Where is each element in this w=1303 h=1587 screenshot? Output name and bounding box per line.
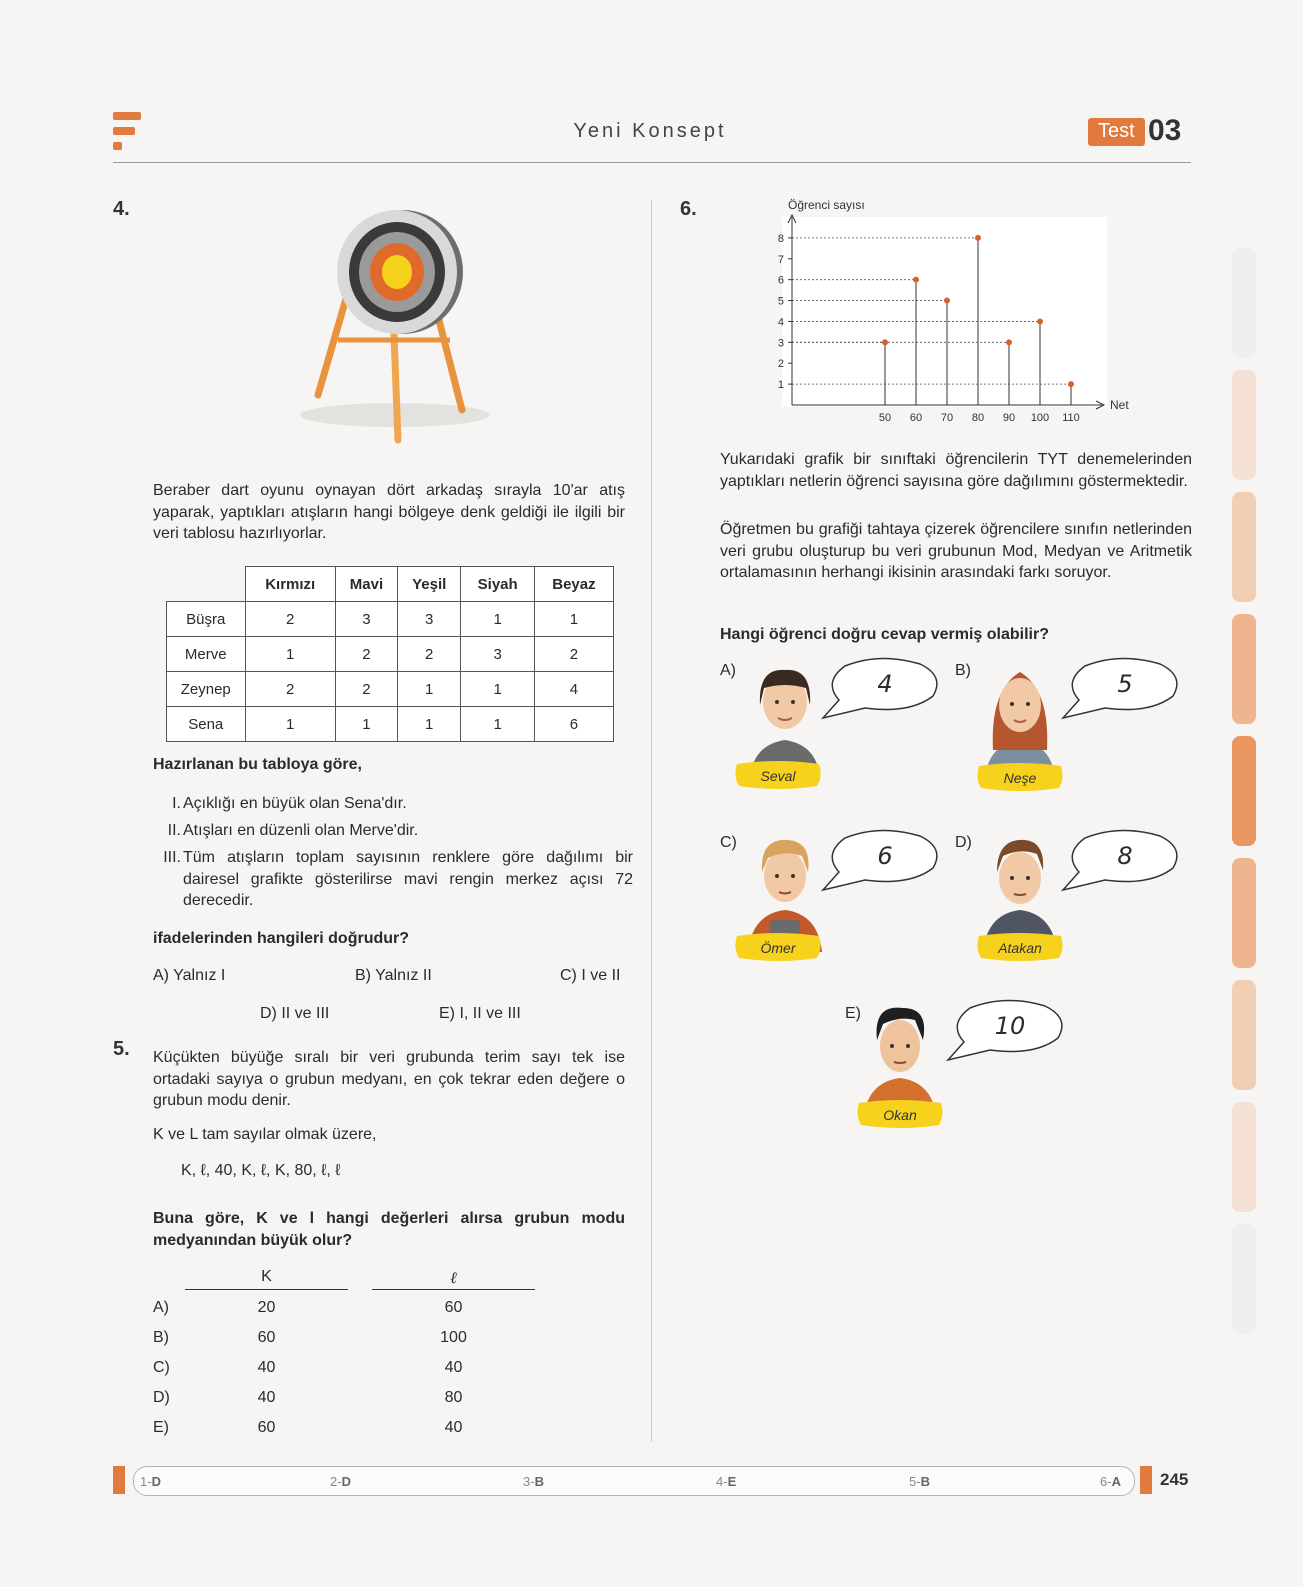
row-name: Merve: [167, 637, 246, 672]
student-name: Neşe: [1003, 770, 1037, 786]
side-tab: [1232, 492, 1256, 602]
answer-number: 1-: [140, 1474, 152, 1489]
student-option-c-label[interactable]: C): [720, 834, 737, 851]
table-cell: 2: [335, 672, 397, 707]
statement-text: Atışları en düzenli olan Merve'dir.: [183, 822, 419, 839]
answer-key-left-marker: [113, 1466, 125, 1494]
table-cell: 1: [397, 672, 460, 707]
question-6-para-1: Yukarıdaki grafik bir sınıftaki öğrencilerin TYT denemelerinden yaptıkları netlerin öğrenci sayısına göre dağılımını göstermektedir.: [720, 451, 1192, 490]
row-name: Sena: [167, 707, 246, 742]
answer-letter: E: [727, 1474, 737, 1489]
question-5-question: Buna göre, K ve l hangi değerleri alırsa grubun modu medyanından büyük olur?: [153, 1210, 625, 1249]
y-tick-label: 7: [777, 253, 784, 266]
data-point: [882, 339, 888, 345]
student-answer: 8: [1117, 842, 1133, 870]
k-value: 40: [257, 1359, 276, 1376]
answer-letter: B: [534, 1474, 544, 1489]
table-row: [167, 672, 614, 707]
answer-key-item: [716, 1474, 736, 1489]
table-row: [167, 602, 614, 637]
student-option-e-label[interactable]: E): [845, 1005, 861, 1022]
test-badge: Test: [1088, 118, 1145, 146]
answer-key-bar: [133, 1466, 1135, 1496]
l-value: 40: [444, 1419, 463, 1436]
student-option-b-label[interactable]: B): [955, 662, 971, 679]
table-cell: 2: [534, 637, 613, 672]
table-row: [167, 707, 614, 742]
table-cell: 2: [245, 602, 335, 637]
answer-row[interactable]: [153, 1359, 553, 1389]
y-tick-label: 5: [777, 295, 784, 308]
x-tick-label: 70: [940, 412, 954, 424]
k-header-rule: [185, 1289, 348, 1290]
option-c[interactable]: C) I ve II: [560, 967, 621, 984]
question-5-sequence: K, ℓ, 40, K, ℓ, K, 80, ℓ, ℓ: [181, 1162, 341, 1179]
answer-row[interactable]: [153, 1329, 553, 1359]
data-point: [1068, 381, 1074, 387]
question-4-question: ifadelerinden hangileri doğrudur?: [153, 930, 410, 947]
student-name: Seval: [760, 768, 796, 784]
data-point: [975, 235, 981, 241]
column-header: Yeşil: [397, 567, 460, 602]
x-tick-label: 110: [1062, 412, 1080, 424]
x-tick-label: 60: [909, 412, 923, 424]
dart-score-table: [166, 566, 614, 742]
answer-key-item: [140, 1474, 161, 1489]
k-column-header: K: [261, 1268, 272, 1285]
y-tick-label: 3: [777, 337, 784, 350]
row-name: Zeynep: [167, 672, 246, 707]
statement-text: Tüm atışların toplam sayısının renklere göre dağılımı bir dairesel grafikte gösterilirse mavi rengin merkez açısı 72 derecedir.: [183, 849, 633, 909]
answer-letter: A: [1111, 1474, 1121, 1489]
answer-key-item: [909, 1474, 930, 1489]
publisher-logo: [113, 112, 143, 152]
statement: [153, 793, 625, 815]
table-cell: 2: [335, 637, 397, 672]
net-distribution-chart: [760, 195, 1140, 430]
student-answer: 5: [1117, 670, 1133, 698]
k-value: 60: [257, 1329, 276, 1346]
x-axis-title: Net: [1110, 398, 1129, 412]
option-a[interactable]: A) Yalnız I: [153, 967, 226, 984]
student-answer: 4: [877, 670, 893, 698]
table-cell: 1: [245, 637, 335, 672]
table-cell: 1: [461, 707, 534, 742]
student-option-d-label[interactable]: D): [955, 834, 972, 851]
answer-key-item: [523, 1474, 544, 1489]
answer-letter: D: [341, 1474, 351, 1489]
x-tick-label: 50: [878, 412, 892, 424]
question-4-number: 4.: [113, 198, 130, 220]
column-divider: [651, 200, 652, 1442]
table-cell: 4: [534, 672, 613, 707]
side-tab: [1232, 248, 1256, 358]
option-label: A): [153, 1299, 169, 1316]
l-value: 80: [444, 1389, 463, 1406]
k-value: 40: [257, 1389, 276, 1406]
question-6-number: 6.: [680, 198, 697, 220]
page-number: 245: [1160, 1470, 1189, 1489]
side-tab: [1232, 980, 1256, 1090]
l-column-header: ℓ: [450, 1268, 457, 1287]
answer-letter: B: [920, 1474, 930, 1489]
student-answer: 10: [994, 1012, 1026, 1040]
question-4-intro: Beraber dart oyunu oynayan dört arkadaş sırayla 10'ar atış yaparak, yaptıkları atışların hangi bölgeye denk geldiği ile ilgili bir veri tablosu hazırlıyorlar.: [153, 482, 625, 542]
table-cell: 1: [245, 707, 335, 742]
option-label: E): [153, 1419, 169, 1436]
option-label: B): [153, 1329, 169, 1346]
data-point: [913, 277, 919, 283]
question-5-condition: K ve L tam sayılar olmak üzere,: [153, 1126, 377, 1143]
table-cell: 1: [397, 707, 460, 742]
table-cell: 1: [461, 672, 534, 707]
l-value: 40: [444, 1359, 463, 1376]
answer-key-item: [330, 1474, 351, 1489]
side-tab: [1232, 614, 1256, 724]
y-axis-title: Öğrenci sayısı: [788, 198, 865, 212]
answer-number: 5-: [909, 1474, 921, 1489]
l-value: 60: [444, 1299, 463, 1316]
option-e[interactable]: E) I, II ve III: [439, 1005, 521, 1022]
question-5-number: 5.: [113, 1038, 130, 1060]
option-b[interactable]: B) Yalnız II: [355, 967, 432, 984]
x-tick-label: 80: [971, 412, 985, 424]
column-header: Kırmızı: [245, 567, 335, 602]
question-4-lead: Hazırlanan bu tabloya göre,: [153, 756, 362, 773]
answer-row[interactable]: [153, 1419, 553, 1449]
side-tab: [1232, 736, 1256, 846]
student-name: Okan: [883, 1107, 917, 1123]
statement: [153, 847, 633, 913]
side-tab: [1232, 370, 1256, 480]
row-name: Büşra: [167, 602, 246, 637]
data-point: [944, 298, 950, 304]
k-value: 60: [257, 1419, 276, 1436]
page-title: Yeni Konsept: [573, 120, 727, 142]
statement-text: Açıklığı en büyük olan Sena'dır.: [183, 795, 407, 812]
answer-row[interactable]: [153, 1389, 553, 1419]
side-tab: [1232, 1224, 1256, 1334]
statement-number: III.: [163, 849, 181, 866]
y-tick-label: 4: [777, 316, 784, 329]
x-tick-label: 100: [1030, 412, 1050, 424]
table-cell: 2: [397, 637, 460, 672]
archery-target-illustration: [280, 200, 510, 450]
answer-number: 4-: [716, 1474, 728, 1489]
question-6-para-2: Öğretmen bu grafiği tahtaya çizerek öğrencilere sınıfın netlerinden veri grubu oluşturup bu veri grubunun Mod, Medyan ve Aritmetik ortalamasının herhangi ikisinin arasındaki farkı soruyor.: [720, 521, 1192, 581]
statement-number: I.: [172, 795, 181, 812]
answer-key-right-marker: [1140, 1466, 1152, 1494]
answer-letter: D: [151, 1474, 161, 1489]
table-cell: 3: [397, 602, 460, 637]
student-answer: 6: [877, 842, 893, 870]
answer-number: 2-: [330, 1474, 342, 1489]
table-cell: 3: [461, 637, 534, 672]
column-header: Beyaz: [534, 567, 613, 602]
y-tick-label: 6: [777, 274, 784, 287]
side-tab: [1232, 1102, 1256, 1212]
l-value: 100: [440, 1329, 467, 1346]
option-label: C): [153, 1359, 170, 1376]
option-label: D): [153, 1389, 170, 1406]
table-cell: 1: [335, 707, 397, 742]
option-d[interactable]: D) II ve III: [260, 1005, 330, 1022]
header-divider: [113, 162, 1191, 163]
table-cell: 1: [534, 602, 613, 637]
question-5-intro: Küçükten büyüğe sıralı bir veri grubunda terim sayı tek ise ortadaki sayıya o grubun medyanı, en çok tekrar eden değere o grubun modu denir.: [153, 1049, 625, 1109]
table-cell: 6: [534, 707, 613, 742]
l-header-rule: [372, 1289, 535, 1290]
data-point: [1037, 318, 1043, 324]
table-cell: 3: [335, 602, 397, 637]
column-header: Mavi: [335, 567, 397, 602]
statement: [153, 820, 625, 842]
side-tab: [1232, 858, 1256, 968]
student-name: Ömer: [760, 940, 796, 956]
test-number: 03: [1148, 114, 1182, 147]
table-cell: 2: [245, 672, 335, 707]
answer-number: 6-: [1100, 1474, 1112, 1489]
data-point: [1006, 339, 1012, 345]
statement-number: II.: [167, 822, 181, 839]
student-name: Atakan: [998, 940, 1042, 956]
column-header: Siyah: [461, 567, 534, 602]
answer-row[interactable]: [153, 1299, 553, 1329]
x-tick-label: 90: [1002, 412, 1016, 424]
y-tick-label: 8: [777, 232, 784, 245]
k-value: 20: [257, 1299, 276, 1316]
question-6-question: Hangi öğrenci doğru cevap vermiş olabilir?: [720, 626, 1049, 643]
table-row: [167, 637, 614, 672]
answer-number: 3-: [523, 1474, 535, 1489]
table-cell: 1: [461, 602, 534, 637]
y-tick-label: 1: [777, 379, 784, 392]
y-tick-label: 2: [777, 358, 784, 371]
answer-key-item: [1100, 1474, 1121, 1489]
student-option-a-label[interactable]: A): [720, 662, 736, 679]
